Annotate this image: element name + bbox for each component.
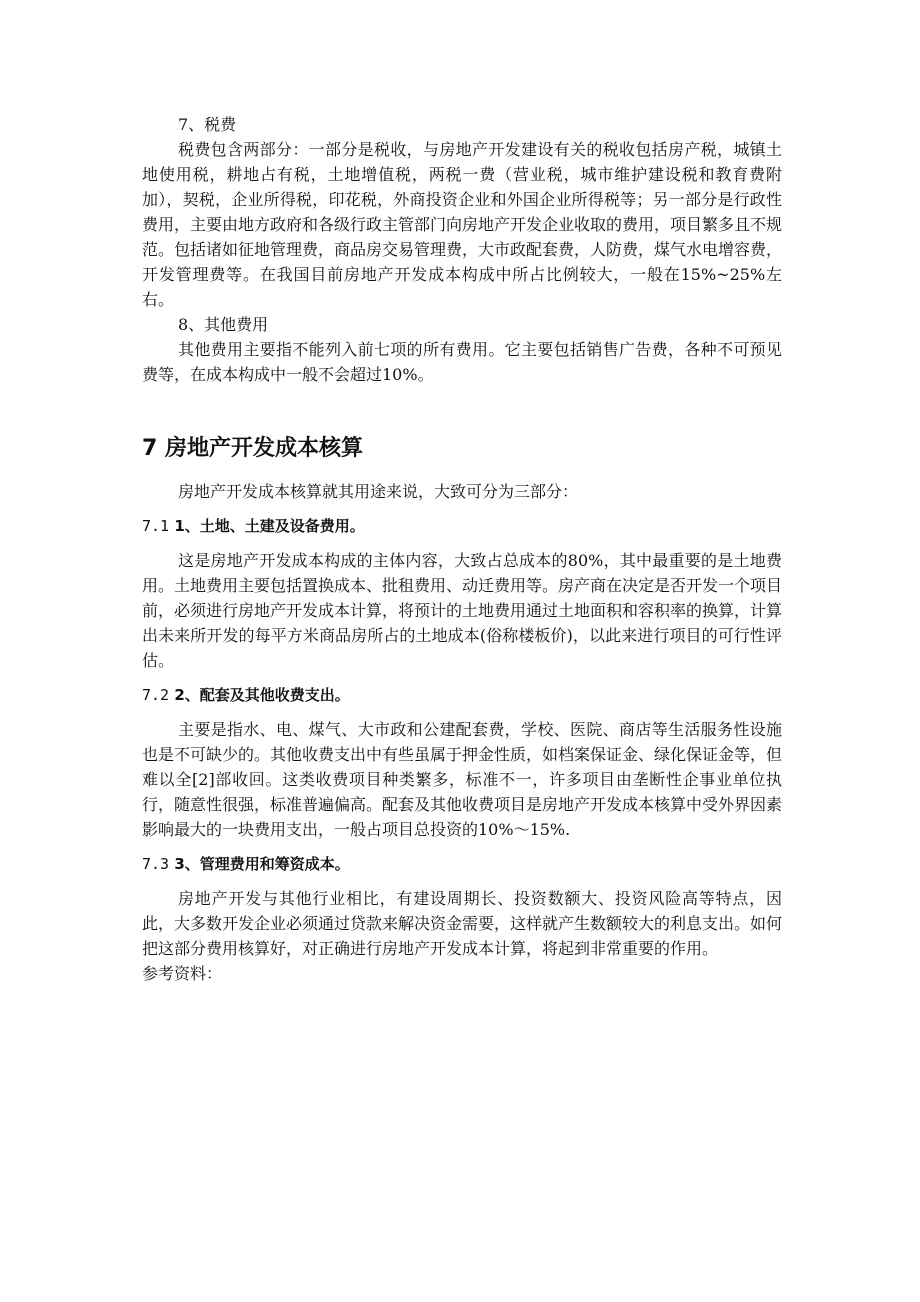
subsection-title: 1、土地、土建及设备费用。 [174,517,365,535]
subsection-heading-7-2 [142,683,782,707]
references-label: 参考资料： [142,964,223,983]
subsection-title: 2、配套及其他收费支出。 [174,686,350,704]
chapter-title: 7 房地产开发成本核算 [142,436,363,461]
subsection-title: 3、管理费用和筹资成本。 [174,855,350,873]
subsection-number: 7.3 [142,855,170,873]
subsection-number: 7.1 [142,517,170,535]
document-content [142,112,782,986]
chapter-intro: 房地产开发成本核算就其用途来说，大致可分为三部分： [178,482,579,501]
tax-paragraph: 税费包含两部分：一部分是税收，与房地产开发建设有关的税收包括房产税，城镇土地使用税，耕地占有税，土地增值税，两税一费（营业税，城市维护建设税和教育费附加），契税，企业所得税，印花税，外商投资企业和外国企业所得税等；另一部分是行政性费用，主要由地方政府和各级行政主管部门向房地产开发企业收取的费用，项目繁多且不规范。包括诸如征地管理费，商品房交易管理费，大市政配套费，人防费，煤气水电增容费，开发管理费等。在我国目前房地产开发成本构成中所占比例较大，一般在15%~25%左右。 [142,140,783,309]
subsection-paragraph-7-2: 主要是指水、电、煤气、大市政和公建配套费，学校、医院、商店等生活服务性设施也是不可缺少的。其他收费支出中有些虽属于押金性质，如档案保证金、绿化保证金等，但难以全[2]部收回。这类收费项目种类繁多，标准不一，许多项目由垄断性企事业单位执行，随意性很强，标准普遍偏高。配套及其他收费项目是房地产开发成本核算中受外界因素影响最大的一块费用支出，一般占项目总投资的10%～15%. [142,720,783,839]
subsection-number: 7.2 [142,686,170,704]
subsection-heading-7-1 [142,514,782,538]
tax-heading: 7、税费 [178,115,237,134]
subsection-paragraph-7-3: 房地产开发与其他行业相比，有建设周期长、投资数额大、投资风险高等特点，因此，大多数开发企业必须通过贷款来解决资金需要，这样就产生数额较大的利息支出。如何把这部分费用核算好，对正确进行房地产开发成本计算，将起到非常重要的作用。 [142,889,783,958]
other-fees-paragraph: 其他费用主要指不能列入前七项的所有费用。它主要包括销售广告费，各种不可预见费等，在成本构成中一般不会超过10%。 [142,340,782,384]
other-fees-heading: 8、其他费用 [178,315,269,334]
subsection-paragraph-7-1: 这是房地产开发成本构成的主体内容，大致占总成本的80%，其中最重要的是土地费用。土地费用主要包括置换成本、批租费用、动迁费用等。房产商在决定是否开发一个项目前，必须进行房地产开发成本计算，将预计的土地费用通过土地面积和容积率的换算，计算出未来所开发的每平方米商品房所占的土地成本(俗称楼板价)，以此来进行项目的可行性评估。 [142,551,783,670]
subsection-heading-7-3 [142,852,782,876]
